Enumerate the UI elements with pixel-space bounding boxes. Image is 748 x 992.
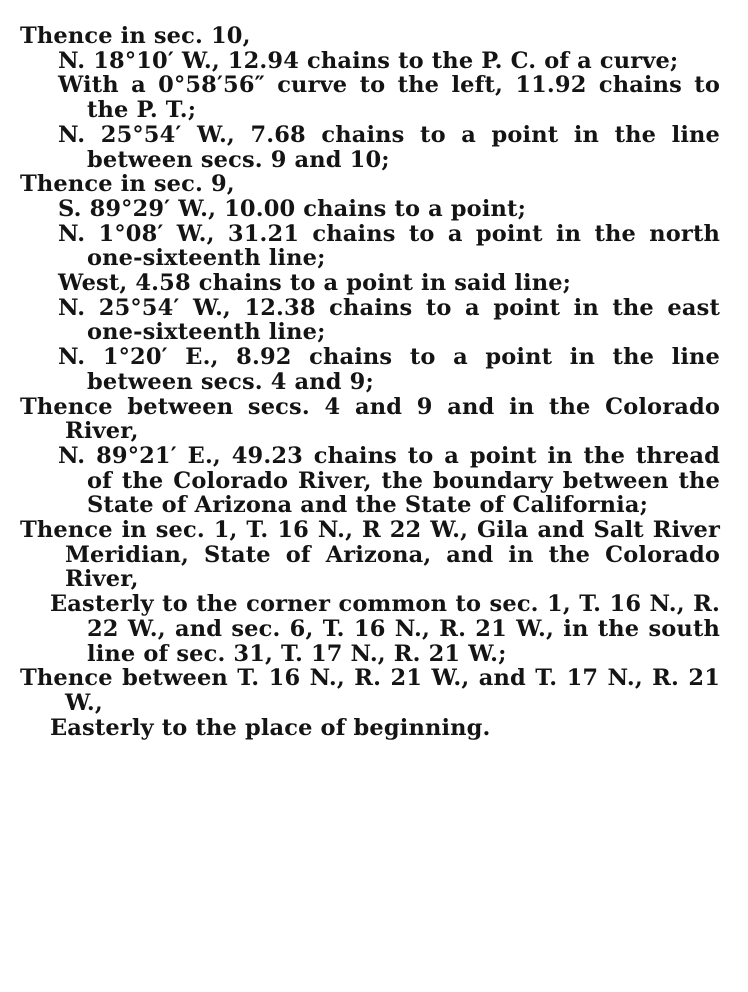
legal-description-text bbox=[20, 24, 720, 740]
paragraph-heading-sec-9: Thence in sec. 9, bbox=[20, 171, 235, 198]
paragraph-heading-sec-1: Thence in sec. 1, T. 16 N., R 22 W., Gila and Salt River Meridian, State of Arizona, and in the Colorado River, bbox=[20, 517, 720, 593]
paragraph-course: N. 1°20′ E., 8.92 chains to a point in the line between secs. 4 and 9; bbox=[58, 344, 720, 395]
paragraph-heading-sec-10: Thence in sec. 10, bbox=[20, 23, 251, 49]
paragraph-course-final: Easterly to the place of beginning. bbox=[50, 714, 491, 741]
paragraph-course: N. 25°54′ W., 7.68 chains to a point in the line between secs. 9 and 10; bbox=[58, 121, 720, 173]
paragraph-course: With a 0°58′56″ curve to the left, 11.92 chains to the P. T.; bbox=[58, 72, 720, 124]
paragraph-course: Easterly to the corner common to sec. 1, T. 16 N., R. 22 W., and sec. 6, T. 16 N., R. 21 W., in the south line of sec. 31, T. 17 N., R. 21 W.; bbox=[50, 591, 720, 667]
paragraph-course: S. 89°29′ W., 10.00 chains to a point; bbox=[58, 195, 527, 222]
paragraph-course: N. 18°10′ W., 12.94 chains to the P. C. of a curve; bbox=[58, 47, 679, 74]
paragraph-heading-secs-4-9: Thence between secs. 4 and 9 and in the Colorado River, bbox=[20, 393, 720, 445]
paragraph-heading-townships: Thence between T. 16 N., R. 21 W., and T. 17 N., R. 21 W., bbox=[20, 665, 720, 716]
paragraph-course: N. 89°21′ E., 49.23 chains to a point in the thread of the Colorado River, the boundary between the State of Arizona and the State of California; bbox=[58, 442, 720, 519]
paragraph-course: N. 1°08′ W., 31.21 chains to a point in the north one-sixteenth line; bbox=[58, 220, 720, 272]
paragraph-course: N. 25°54′ W., 12.38 chains to a point in the east one-sixteenth line; bbox=[58, 294, 720, 346]
paragraph-course: West, 4.58 chains to a point in said line; bbox=[58, 270, 572, 297]
